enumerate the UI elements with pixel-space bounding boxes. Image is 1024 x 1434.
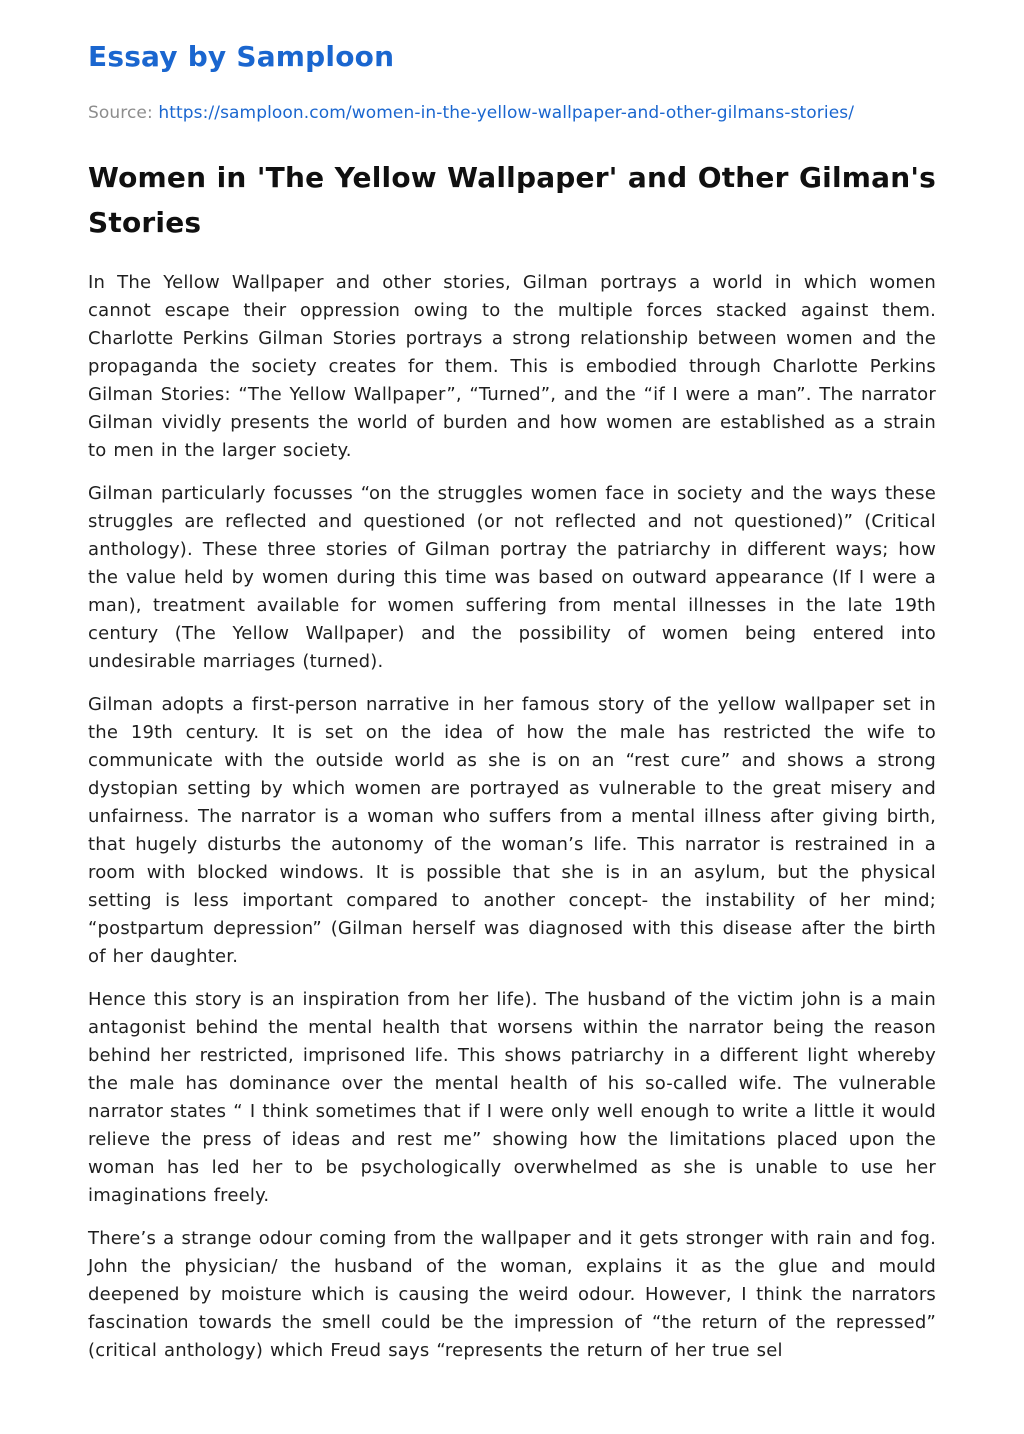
article-paragraph: There’s a strange odour coming from the wallpaper and it gets stronger with rain and fog. John the physician/ the husband of the woman, explains it as the glue and mould deepened by moisture which is causing the weird odour. However, I think the narrators fascination towards the smell could be the impression of “the return of the repressed” (critical anthology) which Freud says “represents the return of her true sel [88,1228,936,1361]
article-title: Women in 'The Yellow Wallpaper' and Other Gilman's Stories [88,161,936,239]
article-body [88,269,936,1365]
source-url-link[interactable]: https://samploon.com/women-in-the-yellow-wallpaper-and-other-gilmans-stories/ [158,103,855,123]
site-title: Essay by Samploon [88,40,395,73]
article-paragraph: Gilman adopts a first-person narrative in her famous story of the yellow wallpaper set in the 19th century. It is set on the idea of how the male has restricted the wife to communicate with the outside world as she is on an “rest cure” and shows a strong dystopian setting by which women are portrayed as vulnerable to the great misery and unfairness. The narrator is a woman who suffers from a mental illness after giving birth, that hugely disturbs the autonomy of the woman’s life. This narrator is restrained in a room with blocked windows. It is possible that she is in an asylum, but the physical setting is less important compared to another concept- the instability of her mind; “postpartum depression” (Gilman herself was diagnosed with this disease after the birth of her daughter. [88,694,936,967]
article-paragraph: Gilman particularly focusses “on the struggles women face in society and the ways these struggles are reflected and questioned (or not reflected and not questioned)” (Critical anthology). These three stories of Gilman portray the patriarchy in different ways; how the value held by women during this time was based on outward appearance (If I were a man), treatment available for women suffering from mental illnesses in the late 19th century (The Yellow Wallpaper) and the possibility of women being entered into undesirable marriages (turned). [88,483,936,672]
source-line [88,103,936,123]
article-paragraph: Hence this story is an inspiration from her life). The husband of the victim john is a main antagonist behind the mental health that worsens within the narrator being the reason behind her restricted, imprisoned life. This shows patriarchy in a different light whereby the male has dominance over the mental health of his so-called wife. The vulnerable narrator states “ I think sometimes that if I were only well enough to write a little it would relieve the press of ideas and rest me” showing how the limitations placed upon the woman has led her to be psychologically overwhelmed as she is unable to use her imaginations freely. [88,989,936,1206]
source-label: Source: [88,103,153,123]
article-paragraph: In The Yellow Wallpaper and other stories, Gilman portrays a world in which women cannot escape their oppression owing to the multiple forces stacked against them. Charlotte Perkins Gilman Stories portrays a strong relationship between women and the propaganda the society creates for them. This is embodied through Charlotte Perkins Gilman Stories: “The Yellow Wallpaper”, “Turned”, and the “if I were a man”. The narrator Gilman vividly presents the world of burden and how women are established as a strain to men in the larger society. [88,272,936,461]
